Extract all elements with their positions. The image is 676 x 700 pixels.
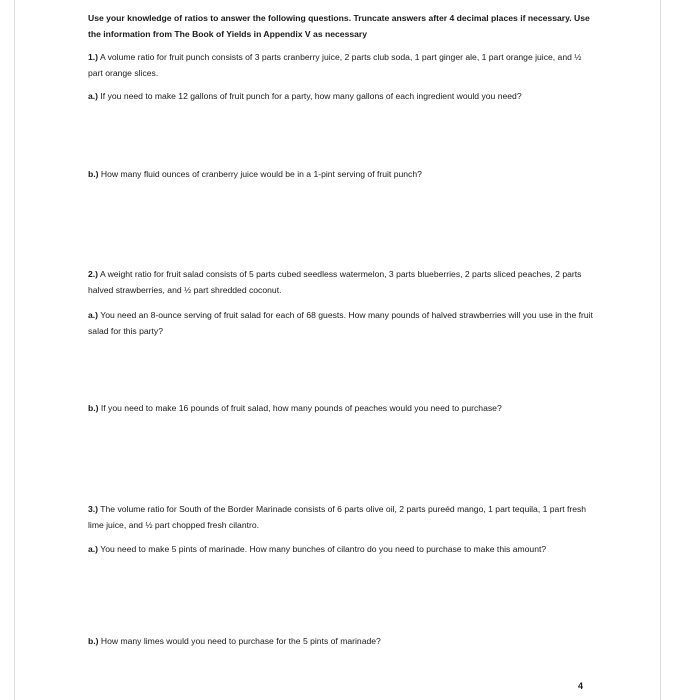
question-3a bbox=[88, 541, 598, 557]
part-text: How many limes would you need to purchase for the 5 pints of marinade? bbox=[98, 636, 381, 646]
part-text: How many fluid ounces of cranberry juice would be in a 1-pint serving of fruit punch? bbox=[98, 169, 422, 179]
page-edge-right bbox=[660, 0, 661, 700]
question-2a bbox=[88, 307, 598, 339]
question-1a bbox=[88, 88, 598, 104]
question-2b bbox=[88, 400, 598, 416]
question-3b bbox=[88, 633, 598, 649]
question-2 bbox=[88, 266, 598, 298]
instructions: Use your knowledge of ratios to answer the following questions. Truncate answers after 4 decimal places if necessary. Use the information from The Book of Yields in Appendix V as necessary bbox=[88, 13, 590, 39]
question-text: A volume ratio for fruit punch consists of 3 parts cranberry juice, 2 parts club soda, 1 part ginger ale, 1 part orange juice, and ½ part orange slices. bbox=[88, 52, 582, 78]
part-label: b.) bbox=[88, 169, 99, 179]
part-text: If you need to make 16 pounds of fruit salad, how many pounds of peaches would you need to purchase? bbox=[98, 403, 502, 413]
part-label: b.) bbox=[88, 636, 99, 646]
part-text: If you need to make 12 gallons of fruit punch for a party, how many gallons of each ingredient would you need? bbox=[98, 91, 522, 101]
part-text: You need to make 5 pints of marinade. How many bunches of cilantro do you need to purchase to make this amount? bbox=[98, 544, 547, 554]
question-1b bbox=[88, 166, 598, 182]
page-edge-left bbox=[14, 0, 15, 700]
page-number: 4 bbox=[578, 681, 584, 691]
question-number: 3.) bbox=[88, 504, 99, 514]
part-text: You need an 8-ounce serving of fruit salad for each of 68 guests. How many pounds of halved strawberries will you use in the fruit salad for this party? bbox=[88, 310, 593, 336]
part-label: b.) bbox=[88, 403, 99, 413]
question-text: A weight ratio for fruit salad consists of 5 parts cubed seedless watermelon, 3 parts blueberries, 2 parts sliced peaches, 2 parts halved strawberries, and ½ part shredded coconut. bbox=[88, 269, 582, 295]
question-3 bbox=[88, 501, 598, 533]
question-text: The volume ratio for South of the Border Marinade consists of 6 parts olive oil, 2 parts pureéd mango, 1 part tequila, 1 part fresh lime juice, and ½ part chopped fresh cilantro. bbox=[88, 504, 587, 530]
part-label: a.) bbox=[88, 310, 99, 320]
question-number: 1.) bbox=[88, 52, 99, 62]
part-label: a.) bbox=[88, 544, 99, 554]
part-label: a.) bbox=[88, 91, 99, 101]
question-number: 2.) bbox=[88, 269, 99, 279]
question-1 bbox=[88, 49, 598, 81]
